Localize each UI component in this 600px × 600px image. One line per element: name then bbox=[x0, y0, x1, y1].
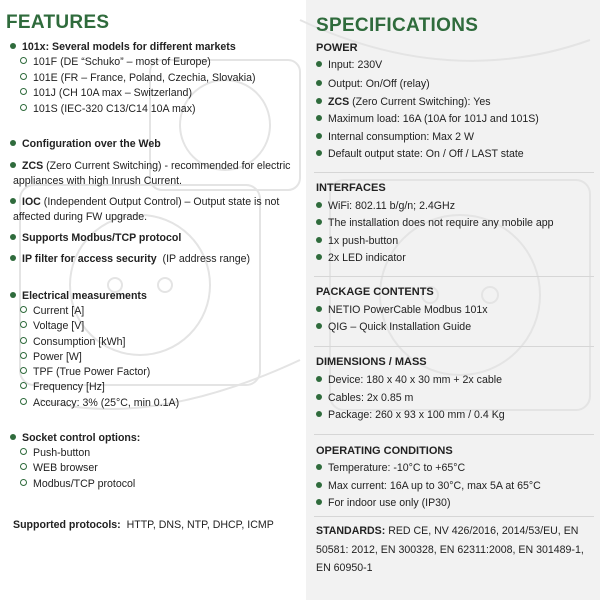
measurement-item-text: Frequency [Hz] bbox=[33, 381, 105, 393]
bullet-dot-icon bbox=[316, 98, 322, 104]
protocols-label: Supported protocols: bbox=[13, 519, 121, 531]
model-item bbox=[10, 86, 192, 102]
model-item bbox=[10, 102, 196, 118]
bullet-ring-icon bbox=[20, 306, 27, 313]
socket-option bbox=[10, 477, 135, 493]
dimension-item-text: Package: 260 x 93 x 100 mm / 0.4 Kg bbox=[328, 409, 505, 421]
power-item bbox=[316, 130, 474, 146]
bullet-dot-icon bbox=[316, 464, 322, 470]
power-heading: POWER bbox=[316, 42, 358, 54]
bullet-ring-icon bbox=[20, 382, 27, 389]
package-item-text: NETIO PowerCable Modbus 101x bbox=[328, 304, 488, 316]
bullet-dot-icon bbox=[10, 198, 16, 204]
bullet-dot-icon bbox=[316, 499, 322, 505]
bullet-ring-icon bbox=[20, 448, 27, 455]
bullet-ring-icon bbox=[20, 73, 27, 80]
dimension-item bbox=[316, 391, 413, 407]
ioc-term: IOC bbox=[22, 196, 41, 208]
operating-item-text: Max current: 16A up to 30°C, max 5A at 65°C bbox=[328, 480, 541, 492]
interface-item-text: 1x push-button bbox=[328, 235, 399, 247]
measurement-item-text: Voltage [V] bbox=[33, 320, 85, 332]
dimension-item bbox=[316, 408, 505, 424]
measurement-item-text: Power [W] bbox=[33, 351, 82, 363]
bullet-dot-icon bbox=[316, 237, 322, 243]
bullet-ring-icon bbox=[20, 88, 27, 95]
specifications-title: SPECIFICATIONS bbox=[316, 15, 479, 36]
section-divider bbox=[314, 516, 594, 517]
interface-item bbox=[316, 234, 398, 250]
features-title: FEATURES bbox=[6, 12, 110, 33]
power-max-load: Maximum load: 16A (10A for 101J and 101S) bbox=[328, 113, 539, 125]
bullet-dot-icon bbox=[316, 219, 322, 225]
measurement-item bbox=[10, 350, 82, 366]
power-default-state: Default output state: On / Off / LAST state bbox=[328, 148, 524, 160]
socket-option-text: WEB browser bbox=[33, 462, 98, 474]
dimension-item-text: Device: 180 x 40 x 30 mm + 2x cable bbox=[328, 374, 503, 386]
bullet-dot-icon bbox=[10, 43, 16, 49]
model-item-text: 101E (FR – France, Poland, Czechia, Slovakia) bbox=[33, 72, 256, 84]
model-item-text: 101S (IEC-320 C13/C14 10A max) bbox=[33, 103, 196, 115]
section-divider bbox=[314, 172, 594, 173]
ioc-feature bbox=[10, 195, 279, 211]
bullet-dot-icon bbox=[316, 394, 322, 400]
bullet-dot-icon bbox=[316, 482, 322, 488]
interface-item-text: WiFi: 802.11 b/g/n; 2.4GHz bbox=[328, 200, 455, 212]
interface-item-text: 2x LED indicator bbox=[328, 252, 406, 264]
zcs-text: (Zero Current Switching) - recommended for electric bbox=[46, 160, 291, 172]
models-heading-text: 101x: Several models for different markets bbox=[22, 41, 236, 53]
protocols-value: HTTP, DNS, NTP, DHCP, ICMP bbox=[126, 519, 274, 531]
operating-item-text: Temperature: -10°C to +65°C bbox=[328, 462, 466, 474]
package-heading: PACKAGE CONTENTS bbox=[316, 286, 434, 298]
modbus-feature bbox=[10, 231, 181, 247]
bullet-dot-icon bbox=[10, 140, 16, 146]
power-item bbox=[316, 95, 491, 111]
bullet-ring-icon bbox=[20, 352, 27, 359]
electrical-heading bbox=[10, 289, 147, 305]
power-internal-consumption: Internal consumption: Max 2 W bbox=[328, 131, 475, 143]
bullet-ring-icon bbox=[20, 337, 27, 344]
model-item bbox=[10, 55, 211, 71]
operating-heading: OPERATING CONDITIONS bbox=[316, 445, 453, 457]
ioc-text: (Independent Output Control) – Output state is not bbox=[43, 196, 280, 208]
bullet-dot-icon bbox=[316, 133, 322, 139]
zcs-spec-term: ZCS bbox=[328, 96, 350, 108]
operating-item-text: For indoor use only (IP30) bbox=[328, 497, 451, 509]
interface-item bbox=[316, 216, 554, 232]
bullet-dot-icon bbox=[316, 202, 322, 208]
measurement-item-text: Current [A] bbox=[33, 305, 85, 317]
bullet-dot-icon bbox=[316, 376, 322, 382]
bullet-ring-icon bbox=[20, 479, 27, 486]
package-item bbox=[316, 303, 488, 319]
bullet-dot-icon bbox=[316, 323, 322, 329]
section-divider bbox=[314, 434, 594, 435]
power-item bbox=[316, 58, 382, 74]
standards-label: STANDARDS: bbox=[316, 525, 386, 537]
measurement-item bbox=[10, 396, 179, 412]
socket-heading-text: Socket control options: bbox=[22, 432, 141, 444]
zcs-feature-continued: appliances with high Inrush Current. bbox=[13, 175, 183, 187]
measurement-item bbox=[10, 319, 84, 335]
power-item bbox=[316, 147, 524, 163]
interfaces-heading: INTERFACES bbox=[316, 182, 386, 194]
models-heading bbox=[10, 40, 236, 56]
socket-option-text: Modbus/TCP protocol bbox=[33, 478, 136, 490]
standards-line-2: 50581: 2012, EN 300328, EN 62311:2008, EN 301489-1, bbox=[316, 544, 584, 556]
section-divider bbox=[314, 276, 594, 277]
config-feature-text: Configuration over the Web bbox=[22, 138, 161, 150]
standards-line-3: EN 60950-1 bbox=[316, 562, 373, 574]
zcs-term: ZCS bbox=[22, 160, 44, 172]
measurement-item bbox=[10, 335, 125, 351]
measurement-item-text: Consumption [kWh] bbox=[33, 336, 126, 348]
power-input: Input: 230V bbox=[328, 59, 383, 71]
ipfilter-term: IP filter for access security bbox=[22, 253, 157, 265]
bullet-dot-icon bbox=[10, 434, 16, 440]
bullet-dot-icon bbox=[316, 411, 322, 417]
dimensions-heading: DIMENSIONS / MASS bbox=[316, 356, 427, 368]
bullet-ring-icon bbox=[20, 398, 27, 405]
interface-item bbox=[316, 251, 406, 267]
standards-text: RED CE, NV 426/2016, 2014/53/EU, EN bbox=[388, 525, 579, 537]
interface-item bbox=[316, 199, 455, 215]
measurement-item bbox=[10, 304, 84, 320]
bullet-dot-icon bbox=[10, 234, 16, 240]
socket-option bbox=[10, 446, 90, 462]
electrical-heading-text: Electrical measurements bbox=[22, 290, 147, 302]
ioc-feature-continued: affected during FW upgrade. bbox=[13, 211, 148, 223]
socket-option-text: Push-button bbox=[33, 447, 91, 459]
bullet-dot-icon bbox=[316, 115, 322, 121]
bullet-dot-icon bbox=[316, 306, 322, 312]
package-item-text: QIG – Quick Installation Guide bbox=[328, 321, 472, 333]
modbus-feature-text: Supports Modbus/TCP protocol bbox=[22, 232, 182, 244]
measurement-item-text: Accuracy: 3% (25°C, min 0.1A) bbox=[33, 397, 180, 409]
supported-protocols bbox=[13, 518, 274, 534]
bullet-ring-icon bbox=[20, 104, 27, 111]
operating-item bbox=[316, 496, 450, 512]
bullet-dot-icon bbox=[316, 61, 322, 67]
config-feature bbox=[10, 137, 161, 153]
dimension-item bbox=[316, 373, 502, 389]
zcs-spec-text: (Zero Current Switching): Yes bbox=[352, 96, 491, 108]
measurement-item bbox=[10, 365, 150, 381]
measurement-item-text: TPF (True Power Factor) bbox=[33, 366, 151, 378]
operating-item bbox=[316, 461, 465, 477]
model-item-text: 101F (DE “Schuko” – most of Europe) bbox=[33, 56, 211, 68]
bullet-dot-icon bbox=[10, 292, 16, 298]
bullet-ring-icon bbox=[20, 57, 27, 64]
power-item bbox=[316, 112, 539, 128]
zcs-feature bbox=[10, 159, 290, 175]
interface-item-text: The installation does not require any mobile app bbox=[328, 217, 554, 229]
measurement-item bbox=[10, 380, 105, 396]
model-item bbox=[10, 71, 256, 87]
package-item bbox=[316, 320, 471, 336]
ipfilter-text: (IP address range) bbox=[162, 253, 251, 265]
standards-line-1 bbox=[316, 524, 578, 540]
section-divider bbox=[314, 346, 594, 347]
bullet-dot-icon bbox=[316, 254, 322, 260]
dimension-item-text: Cables: 2x 0.85 m bbox=[328, 392, 414, 404]
bullet-dot-icon bbox=[10, 255, 16, 261]
socket-option bbox=[10, 461, 98, 477]
bullet-dot-icon bbox=[316, 80, 322, 86]
bullet-dot-icon bbox=[10, 162, 16, 168]
bullet-ring-icon bbox=[20, 321, 27, 328]
bullet-ring-icon bbox=[20, 463, 27, 470]
bullet-dot-icon bbox=[316, 150, 322, 156]
ipfilter-feature bbox=[10, 252, 250, 268]
power-output: Output: On/Off (relay) bbox=[328, 78, 430, 90]
model-item-text: 101J (CH 10A max – Switzerland) bbox=[33, 87, 192, 99]
bullet-ring-icon bbox=[20, 367, 27, 374]
socket-heading bbox=[10, 431, 140, 447]
power-item bbox=[316, 77, 430, 93]
operating-item bbox=[316, 479, 541, 495]
